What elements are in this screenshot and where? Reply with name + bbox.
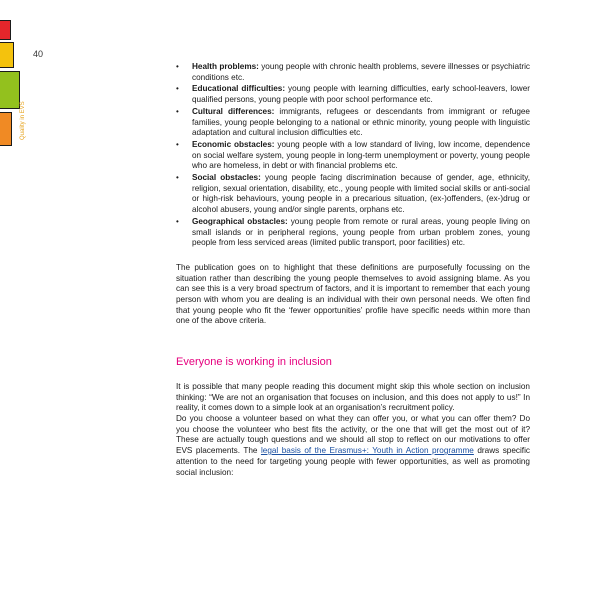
bullet-term: Cultural differences: — [192, 106, 275, 116]
paragraph-recruitment — [176, 414, 530, 478]
bullet-text: young people with chronic health problems, severe illnesses or psychiatric conditions etc. — [192, 62, 530, 82]
list-item — [176, 173, 530, 216]
list-item — [176, 62, 530, 83]
orange-block — [0, 112, 12, 146]
list-item — [176, 217, 530, 249]
paragraph-text-after: draws specific attention to the need for targeting young people with fewer opportunities, as well as promoting social inclusion: — [176, 446, 530, 477]
green-block — [0, 71, 20, 109]
bullet-term: Social obstacles: — [192, 173, 261, 183]
bullet-icon: • — [176, 62, 179, 71]
bullet-text: young people from remote or rural areas, young people living on small islands or in peripheral regions, young people from urban problem zones, young people from less serviced areas (limited public transport, poor facilities) etc. — [192, 216, 530, 248]
paragraph-inclusion-intro: It is possible that many people reading this document might skip this whole section on inclusion thinking: “We are not an organisation that focuses on inclusion, and this does not apply to us!” In reality, it comes down to a simple look at an organisation’s recruitment policy. — [176, 381, 530, 413]
bullet-icon: • — [176, 106, 179, 116]
bullet-term: Geographical obstacles: — [192, 216, 288, 226]
bullet-icon: • — [176, 216, 179, 226]
bullet-term: Economic obstacles: — [192, 139, 275, 149]
bullet-text: immigrants, refugees or descendants from immigrant or refugee families, young people belonging to a national or ethnic minority, young people with linguistic adaptation and cultural inclusion difficulties etc. — [192, 106, 530, 138]
bullet-term: Educational difficulties: — [192, 84, 286, 94]
yellow-block — [0, 42, 14, 68]
legal-basis-link[interactable]: legal basis of the Erasmus+: Youth in Action programme — [260, 446, 474, 456]
side-label-text: Quality in EVS — [20, 101, 26, 140]
section-title: Everyone is working in inclusion — [176, 356, 332, 369]
bullet-term: Health problems: — [192, 62, 259, 71]
bullet-icon: • — [176, 139, 179, 149]
bullet-text: young people with a low standard of living, low income, dependence on social welfare system, young people in long-term unemployment or poverty, young people who are homeless, in debt or with financial problems etc. — [192, 139, 530, 171]
list-item — [176, 140, 530, 172]
red-block — [0, 20, 11, 40]
bullet-icon: • — [176, 173, 179, 183]
criteria-list — [176, 62, 530, 249]
bullet-text: young people with learning difficulties, early school-leavers, lower qualified persons, young people with poor school performance etc. — [192, 84, 530, 105]
main-content — [176, 62, 530, 478]
paragraph-text-before: Do you choose a volunteer based on what they can offer you, or what you can offer them? Do you choose the volunteer who best fits the activity, or the one that will get the most out of it? These are actually tough questions and we should all stop to reflect on our motivations to offer EVS placements. The — [176, 413, 530, 456]
list-item — [176, 84, 530, 105]
bullet-text: young people facing discrimination because of gender, age, ethnicity, religion, sexual orientation, disability, etc., young people with limited social skills or anti-social or high-risk behaviours, young people in a precarious situation, (ex-)offenders, (ex-)drug or alcohol abusers, young and/or single parents, orphans etc. — [192, 173, 530, 215]
bullet-icon: • — [176, 84, 179, 94]
side-label — [20, 80, 30, 140]
paragraph-definitions: The publication goes on to highlight that these definitions are purposefully focussing on the situation rather than describing the young people themselves to avoid assigning blame. As you can see this is a very broad spectrum of factors, and it is important to remember that each young person with whom you are dealing is an individual with their own personal needs. We often find that young people who fit the ‘fewer opportunities’ profile have specific needs within more than one of the above criteria. — [176, 262, 530, 326]
page-number: 40 — [33, 49, 44, 59]
list-item — [176, 107, 530, 139]
